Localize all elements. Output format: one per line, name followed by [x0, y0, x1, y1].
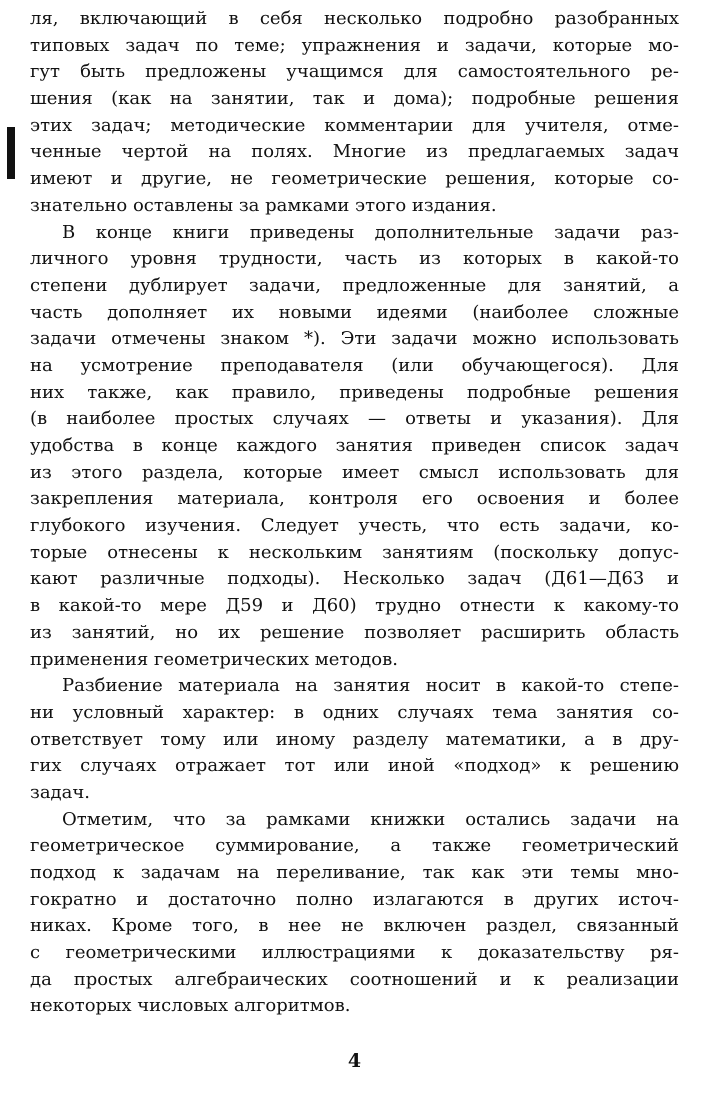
text-line: этих задач; методические комментарии для учителя, отме- — [30, 114, 679, 136]
paragraph — [30, 220, 679, 674]
text-line: ченные чертой на полях. Многие из предлагаемых задач — [30, 141, 679, 163]
text-line: В конце книги приведены дополнительные задачи раз- — [62, 221, 679, 243]
text-line: ля, включающий в себя несколько подробно разобранных — [30, 8, 679, 29]
text-line: в какой-то мере Д59 и Д60) трудно отнести к какому-то — [30, 595, 679, 617]
text-line: гократно и достаточно полно излагаются в других источ- — [30, 888, 679, 910]
text-line: закрепления материала, контроля его освоения и более — [30, 488, 679, 510]
text-line: задачи отмечены знаком *). Эти задачи можно использовать — [30, 328, 679, 350]
text-line: гут быть предложены учащимся для самостоятельного ре- — [30, 61, 679, 83]
text-line: шения (как на занятии, так и дома); подробные решения — [30, 88, 679, 110]
text-line: гих случаях отражает тот или иной «подход» к решению — [30, 755, 679, 777]
text-line: на усмотрение преподавателя (или обучающегося). Для — [30, 354, 679, 376]
text-line: ответствует тому или иному разделу математики, а в дру- — [30, 728, 679, 750]
page-number: 4 — [347, 1050, 362, 1072]
text-line: геометрическое суммирование, а также геометрический — [30, 835, 679, 857]
text-line: из этого раздела, которые имеет смысл использовать для — [30, 461, 679, 483]
text-line: задач. — [30, 781, 90, 803]
text-line: знательно оставлены за рамками этого издания. — [30, 194, 497, 216]
text-line: из занятий, но их решение позволяет расширить область — [30, 621, 679, 643]
paragraph — [30, 6, 679, 220]
text-line: некоторых числовых алгоритмов. — [30, 995, 351, 1017]
text-line: торые отнесены к нескольким занятиям (поскольку допус- — [30, 541, 679, 563]
text-line: Отметим, что за рамками книжки остались задачи на — [62, 808, 679, 830]
text-line: часть дополняет их новыми идеями (наиболее сложные — [30, 301, 679, 323]
text-line: подход к задачам на переливание, так как эти темы мно- — [30, 862, 679, 883]
text-line: удобства в конце каждого занятия приведен список задач — [30, 435, 679, 456]
text-line: кают различные подходы). Несколько задач (Д61—Д63 и — [30, 568, 679, 590]
paragraph — [30, 673, 679, 806]
paragraph — [30, 807, 679, 1021]
text-line: них также, как правило, приведены подробные решения — [30, 381, 679, 403]
text-line: ни условный характер: в одних случаях тема занятия со- — [30, 701, 679, 723]
text-line: степени дублирует задачи, предложенные для занятий, а — [30, 274, 679, 296]
text-line: с геометрическими иллюстрациями к доказательству ря- — [30, 942, 679, 964]
text-line: Разбиение материала на занятия носит в какой-то степе- — [62, 675, 679, 697]
margin-comment-bar — [7, 127, 15, 179]
page-text — [30, 6, 679, 1020]
text-line: личного уровня трудности, часть из которых в какой-то — [30, 248, 679, 270]
text-line: применения геометрических методов. — [30, 648, 398, 670]
text-line: да простых алгебраических соотношений и к реализации — [30, 968, 679, 990]
text-line: глубокого изучения. Следует учесть, что есть задачи, ко- — [30, 515, 679, 537]
text-line: имеют и другие, не геометрические решения, которые со- — [30, 168, 679, 190]
text-line: (в наиболее простых случаях — ответы и указания). Для — [30, 408, 679, 430]
text-line: никах. Кроме того, в нее не включен раздел, связанный — [30, 915, 679, 937]
text-line: типовых задач по теме; упражнения и задачи, которые мо- — [30, 34, 679, 56]
